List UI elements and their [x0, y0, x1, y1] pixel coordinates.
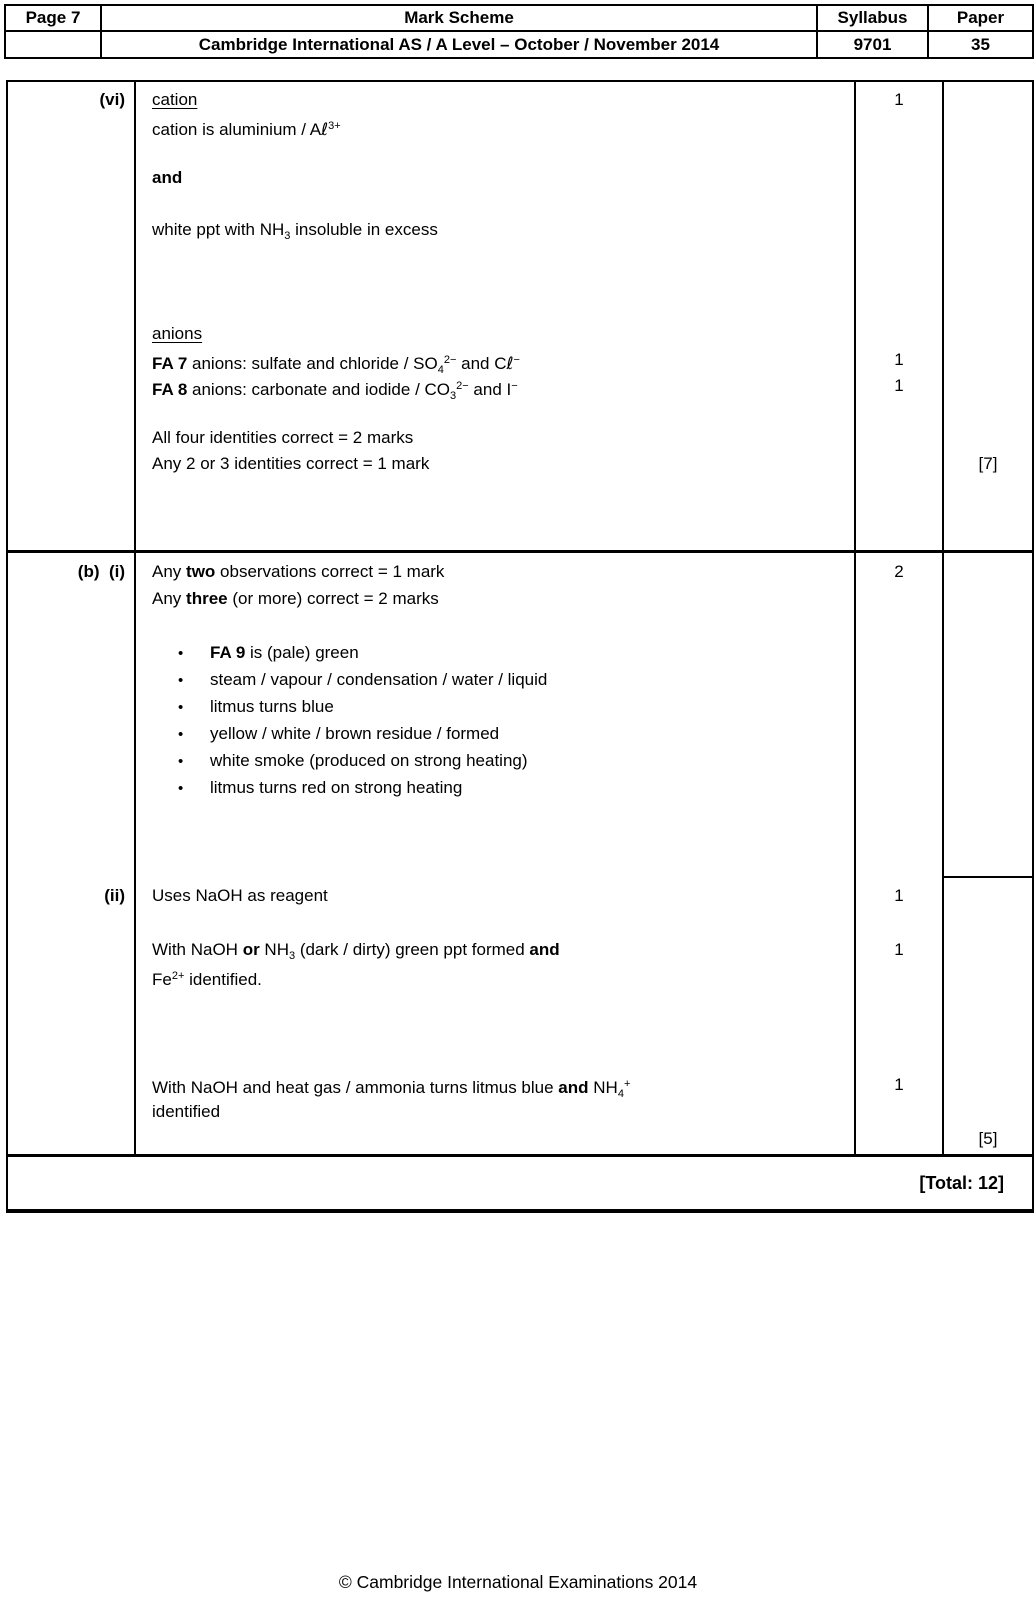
section-total-column: [942, 82, 1032, 550]
part-label-column: [8, 553, 134, 1154]
text-segment: and: [152, 168, 183, 187]
text-segment: and: [529, 940, 560, 959]
text-segment: 3: [288, 950, 296, 962]
text-segment: 1: [894, 886, 904, 905]
mark-value: [856, 1071, 942, 1098]
content-line: [152, 774, 848, 801]
total-value: [944, 269, 1032, 295]
text-segment: ℓ: [321, 120, 329, 140]
mark-value: [856, 639, 942, 666]
part-label: [8, 963, 134, 990]
bullet-icon: •: [178, 753, 184, 770]
total-value: [944, 828, 1032, 855]
header-table: [4, 4, 1034, 59]
content-line: [152, 693, 848, 720]
part-label: [8, 451, 134, 477]
total-value: [944, 1098, 1032, 1125]
mark-value: [856, 321, 942, 347]
text-segment: Uses NaOH as reagent: [152, 886, 328, 905]
part-label: [8, 855, 134, 882]
text-segment: 3: [450, 390, 457, 402]
text-segment: 1: [894, 376, 904, 395]
paper-value: 35: [927, 30, 1032, 57]
text-segment: NH: [588, 1078, 618, 1097]
text-segment: 2: [894, 562, 904, 581]
total-value: [944, 373, 1032, 399]
total-value: [944, 558, 1032, 585]
total-value: [944, 1044, 1032, 1071]
copyright-footer: © Cambridge International Examinations 2014: [338, 1572, 698, 1592]
content-line: [152, 828, 848, 855]
mark-value: [856, 666, 942, 693]
mark-value: [856, 139, 942, 165]
content-line: [152, 321, 848, 347]
text-segment: Fe: [152, 970, 172, 989]
content-line: [152, 1044, 848, 1071]
part-label: [8, 909, 134, 936]
content-line: [152, 217, 848, 243]
mark-value: [856, 1125, 942, 1152]
mark-value: [856, 855, 942, 882]
total-value: [944, 139, 1032, 165]
total-value: [944, 747, 1032, 774]
mark-value: [856, 774, 942, 801]
bullet-icon: •: [178, 645, 184, 662]
mark-value: [856, 828, 942, 855]
part-label: [8, 612, 134, 639]
text-segment: 2−: [443, 354, 457, 366]
syllabus-value: 9701: [816, 30, 927, 57]
part-label: [8, 269, 134, 295]
content-line: [152, 425, 848, 451]
part-label: [8, 747, 134, 774]
text-segment: FA 9: [210, 643, 246, 662]
part-label: [8, 217, 134, 243]
part-label: [8, 990, 134, 1017]
part-label: [8, 801, 134, 828]
answer-content-column: [134, 553, 854, 1154]
header-empty-cell: [6, 30, 100, 57]
mark-value: [856, 558, 942, 585]
bullet-icon: •: [178, 699, 184, 716]
part-label: [8, 373, 134, 399]
text-segment: ℓ: [506, 354, 514, 374]
row-part-vi: [8, 82, 1032, 550]
part-label: [8, 639, 134, 666]
total-value: [944, 1017, 1032, 1044]
text-segment: identified: [152, 1102, 221, 1121]
text-segment: 1: [894, 90, 904, 109]
part-label: [8, 87, 134, 113]
total-value: [944, 87, 1032, 113]
mark-value: [856, 747, 942, 774]
document-title: Mark Scheme: [100, 6, 816, 30]
part-label: [8, 399, 134, 425]
text-segment: 3: [284, 230, 291, 242]
page-number: Page 7: [25, 8, 81, 27]
content-line: [152, 666, 848, 693]
content-line: [152, 612, 848, 639]
part-label: [8, 558, 134, 585]
part-label: [8, 1071, 134, 1098]
total-value: [944, 909, 1032, 936]
text-segment: two: [186, 562, 216, 581]
text-segment: 4: [437, 364, 444, 376]
total-value: [944, 990, 1032, 1017]
text-segment: and I: [468, 380, 512, 399]
total-value: [944, 113, 1032, 139]
mark-value: [856, 269, 942, 295]
text-segment: FA 8: [152, 380, 188, 399]
question-total: [Total: 12]: [919, 1172, 1004, 1193]
content-line: [152, 243, 848, 269]
mark-value: [856, 1017, 942, 1044]
mark-value: [856, 113, 942, 139]
mark-value: [856, 243, 942, 269]
content-line: [152, 87, 848, 113]
mark-value: [856, 373, 942, 399]
part-label: [8, 191, 134, 217]
mark-value: [856, 87, 942, 113]
text-segment: (or more) correct = 2 marks: [227, 589, 439, 608]
text-segment: litmus turns red on strong heating: [210, 778, 463, 797]
total-value: [944, 666, 1032, 693]
bullet-icon: •: [178, 672, 184, 689]
total-value: [944, 612, 1032, 639]
text-segment: −: [511, 380, 518, 392]
markscheme-table: [6, 80, 1034, 1213]
part-label: [8, 828, 134, 855]
mark-value: [856, 347, 942, 373]
text-segment: With NaOH: [152, 940, 243, 959]
total-value: [944, 321, 1032, 347]
mark-value: [856, 720, 942, 747]
text-segment: litmus turns blue: [210, 697, 334, 716]
text-segment: With NaOH and heat gas / ammonia turns litmus blue: [152, 1078, 559, 1097]
total-value: [944, 855, 1032, 882]
mark-value: [856, 217, 942, 243]
part-label-column: [8, 82, 134, 550]
mark-value: [856, 963, 942, 990]
content-line: [152, 191, 848, 217]
mark-value: [856, 399, 942, 425]
content-line: [152, 963, 848, 990]
text-segment: All four identities correct = 2 marks: [152, 428, 414, 447]
text-segment: yellow / white / brown residue / formed: [210, 724, 500, 743]
text-segment: white ppt with NH: [152, 220, 285, 239]
content-line: [152, 1125, 848, 1152]
content-line: [152, 801, 848, 828]
content-line: [152, 936, 848, 963]
content-line: [152, 882, 848, 909]
content-line: [152, 558, 848, 585]
text-segment: cation is aluminium / A: [152, 120, 322, 139]
content-line: [152, 990, 848, 1017]
part-label: [8, 585, 134, 612]
content-line: [152, 855, 848, 882]
content-line: [152, 1098, 848, 1125]
part-label: [8, 321, 134, 347]
content-line: [152, 720, 848, 747]
part-label: [8, 666, 134, 693]
text-segment: (b) (i): [77, 562, 125, 581]
mark-value: [856, 191, 942, 217]
paper-label: Paper: [927, 6, 1032, 30]
row-part-b: [8, 550, 1032, 1154]
total-value: [944, 399, 1032, 425]
answer-content-column: [134, 82, 854, 550]
mark-value: [856, 990, 942, 1017]
text-segment: three: [186, 589, 228, 608]
part-label: [8, 936, 134, 963]
bullet-icon: •: [178, 780, 184, 797]
content-line: [152, 639, 848, 666]
part-label: [8, 1017, 134, 1044]
text-segment: anions: carbonate and iodide / CO: [187, 380, 451, 399]
total-value: [944, 347, 1032, 373]
text-segment: insoluble in excess: [290, 220, 438, 239]
text-segment: 2−: [456, 380, 469, 392]
text-segment: anions: sulfate and chloride / SO: [187, 354, 438, 373]
text-segment: or: [242, 940, 260, 959]
part-label: [8, 165, 134, 191]
text-segment: (ii): [104, 886, 125, 905]
total-value: [944, 295, 1032, 321]
mark-value: [856, 585, 942, 612]
part-label: [8, 243, 134, 269]
text-segment: 4: [617, 1088, 624, 1100]
part-label: [8, 1125, 134, 1152]
text-segment: Any: [152, 562, 187, 581]
text-segment: −: [513, 354, 520, 366]
text-segment: (dark / dirty) green ppt formed: [295, 940, 530, 959]
part-label: [8, 774, 134, 801]
text-segment: Any: [152, 589, 187, 608]
text-segment: Any 2 or 3 identities correct = 1 mark: [152, 454, 430, 473]
total-value: [944, 774, 1032, 801]
mark-value: [856, 693, 942, 720]
text-segment: 1: [894, 1075, 904, 1094]
part-label: [8, 1098, 134, 1125]
text-segment: and C: [456, 354, 507, 373]
part-label: [8, 139, 134, 165]
mark-value: [856, 909, 942, 936]
total-value: [944, 693, 1032, 720]
part-label: [8, 425, 134, 451]
content-line: [152, 295, 848, 321]
syllabus-label: Syllabus: [816, 6, 927, 30]
text-segment: cation: [152, 90, 198, 109]
text-segment: [5]: [978, 1129, 998, 1148]
part-label: [8, 347, 134, 373]
content-line: [152, 1071, 848, 1098]
mark-value: [856, 801, 942, 828]
content-line: [152, 269, 848, 295]
mark-value: [856, 1044, 942, 1071]
text-segment: +: [623, 1078, 631, 1090]
content-line: [152, 451, 848, 477]
total-value: [944, 936, 1032, 963]
mark-value: [856, 612, 942, 639]
marks-column: [854, 553, 942, 1154]
content-line: [152, 1017, 848, 1044]
part-label: [8, 693, 134, 720]
total-value: [944, 639, 1032, 666]
content-line: [152, 113, 848, 139]
total-value: [944, 1071, 1032, 1098]
marks-column: [854, 82, 942, 550]
mark-value: [856, 165, 942, 191]
row-question-total: [8, 1154, 1032, 1209]
exam-session: Cambridge International AS / A Level – October / November 2014: [100, 30, 816, 57]
total-value: [944, 191, 1032, 217]
total-value: [944, 882, 1032, 909]
text-segment: 1: [894, 350, 904, 369]
content-line: [152, 747, 848, 774]
mark-value: [856, 1098, 942, 1125]
text-segment: (vi): [99, 90, 125, 109]
text-segment: 3+: [328, 120, 341, 132]
content-line: [152, 585, 848, 612]
text-segment: steam / vapour / condensation / water / liquid: [210, 670, 548, 689]
content-line: [152, 165, 848, 191]
mark-value: [856, 936, 942, 963]
mark-value: [856, 451, 942, 477]
content-line: [152, 373, 848, 402]
mark-value: [856, 882, 942, 909]
text-segment: NH: [259, 940, 289, 959]
section-total-column: [942, 553, 1032, 1154]
total-value: [944, 1125, 1032, 1152]
bullet-icon: •: [178, 726, 184, 743]
total-value: [944, 425, 1032, 451]
text-segment: [7]: [978, 454, 998, 473]
text-segment: white smoke (produced on strong heating): [210, 751, 528, 770]
mark-value: [856, 295, 942, 321]
text-segment: is (pale) green: [245, 643, 359, 662]
total-value: [944, 720, 1032, 747]
total-value: [944, 451, 1032, 477]
text-segment: 1: [894, 940, 904, 959]
part-label: [8, 295, 134, 321]
total-value: [944, 585, 1032, 612]
text-segment: observations correct = 1 mark: [215, 562, 445, 581]
mark-value: [856, 425, 942, 451]
text-segment: FA 7: [152, 354, 188, 373]
text-segment: and: [558, 1078, 589, 1097]
total-value: [944, 165, 1032, 191]
text-segment: anions: [152, 324, 203, 343]
text-segment: 2+: [171, 970, 185, 982]
part-label: [8, 1044, 134, 1071]
total-value: [944, 963, 1032, 990]
total-value: [944, 801, 1032, 828]
part-label: [8, 882, 134, 909]
total-value: [944, 217, 1032, 243]
content-line: [152, 347, 848, 376]
content-line: [152, 139, 848, 165]
part-label: [8, 113, 134, 139]
part-label: [8, 720, 134, 747]
content-line: [152, 909, 848, 936]
total-value: [944, 243, 1032, 269]
content-line: [152, 399, 848, 425]
text-segment: identified.: [184, 970, 262, 989]
